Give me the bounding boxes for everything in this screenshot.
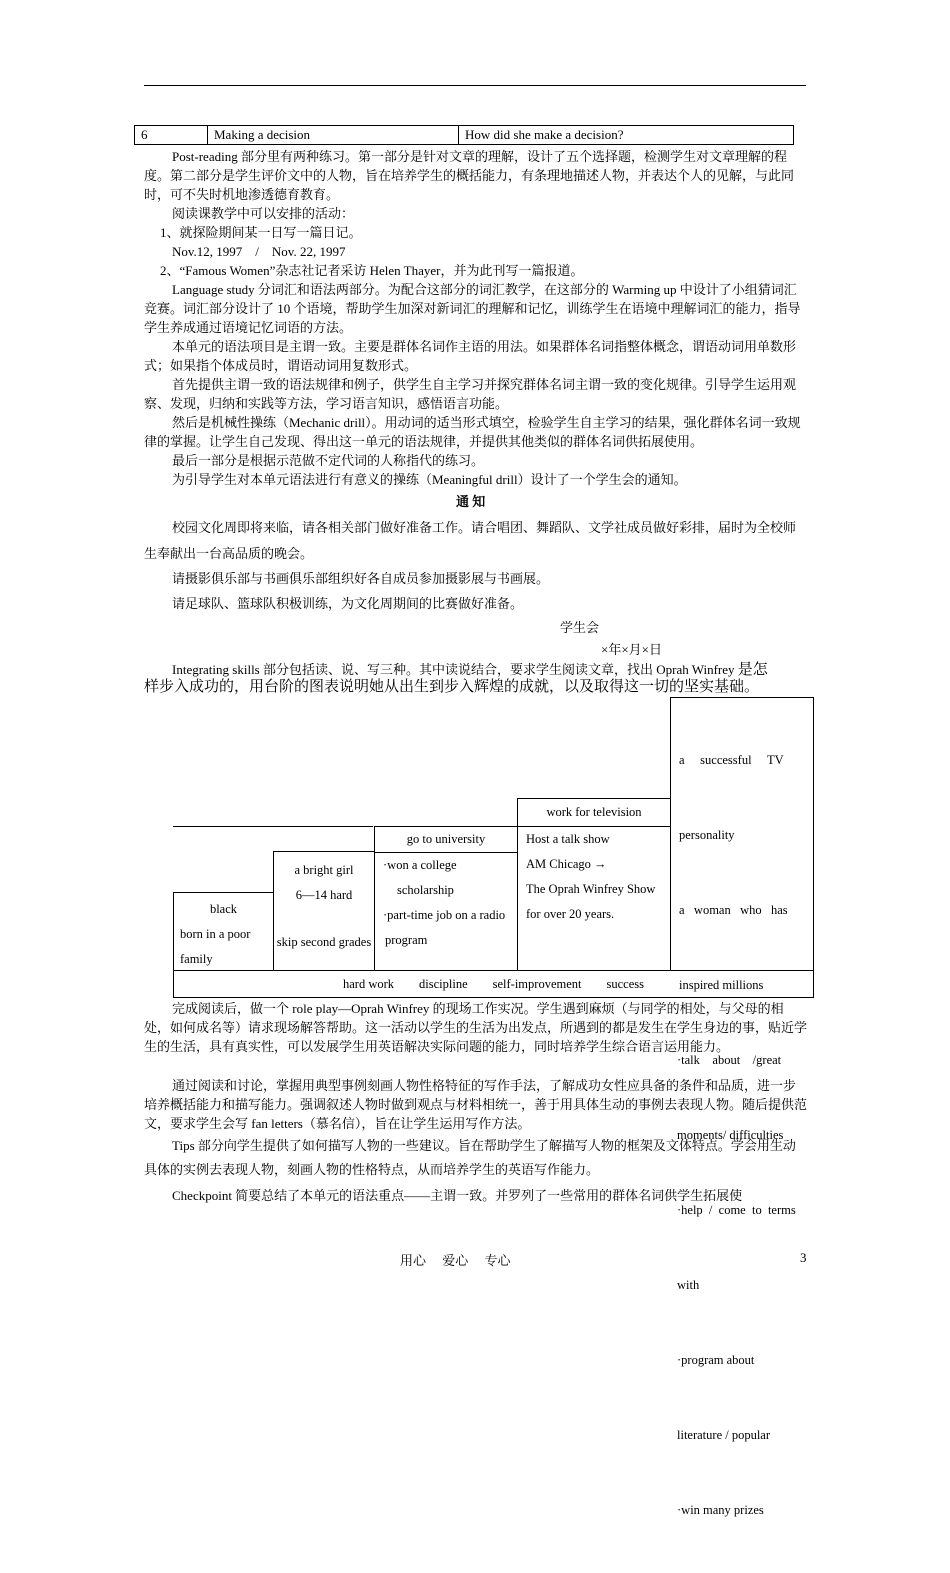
notice-signer: 学生会	[560, 620, 600, 635]
outline-table	[134, 125, 794, 145]
page-footer: 用心 爱心 专心	[400, 1253, 511, 1268]
step-success-line1: a successful TV	[679, 753, 784, 767]
row-number: 6	[135, 126, 208, 145]
step-birth-line1: black	[209, 902, 238, 916]
row-question: How did she make a decision?	[459, 126, 794, 145]
step-success-line8: with	[677, 1278, 700, 1292]
paragraph-activities: 阅读课教学中可以安排的活动：	[172, 206, 355, 221]
step-success-line7: ·help / come to terms	[677, 1203, 796, 1217]
activity-2: 2、“Famous Women”杂志社记者采访 Helen Thayer，并为此刊写一篇报道。	[160, 263, 584, 278]
step-birth-line2: born in a poor	[180, 927, 251, 941]
step-television-line4: The Oprah Winfrey Show	[526, 882, 656, 896]
step-television-line5: for over 20 years.	[526, 907, 615, 921]
step-success	[670, 697, 814, 1517]
step-university-line1: go to university	[406, 832, 486, 846]
paragraph-integrating-skills-2: 样步入成功的，用台阶的图表说明她从出生到步入辉煌的成就，以及取得这一切的坚实基础。	[144, 679, 760, 695]
step-birth	[173, 892, 274, 971]
paragraph-post-reading: Post-reading 部分里有两种练习。第一部分是针对文章的理解，设计了五个选择题，检测学生对文章理解的程度。第二部分是学生评价文中的人物，旨在培养学生的概括能力，有条理地描述人物，并表达个人的见解，与此同时，可不失时机地渗透德育教育。	[144, 149, 795, 202]
step-university	[374, 826, 518, 971]
staircase-base: hard work discipline self-improvement success	[173, 970, 814, 998]
paragraph-checkpoint: Checkpoint 简要总结了本单元的语法重点——主谓一致。并罗列了一些常用的群体名词供学生拓展使	[172, 1188, 743, 1203]
paragraph-role-play: 完成阅读后，做一个 role play—Oprah Winfrey 的现场工作实况。学生遇到麻烦（与同学的相处，与父母的相处，如何成名等）请求现场解答帮助。这一活动以学生的生活为出发点，所遇到的都是发生在学生身边的事，贴近学生的生活，具有真实性，可以发展学生用英语解决实际问题的能力，同时培养学生综合语言运用能力。	[144, 1001, 808, 1054]
step-success-line6: moments/ difficulties	[677, 1128, 784, 1142]
step-childhood-line2: 6—14 hard	[295, 888, 353, 902]
page-number: 3	[800, 1250, 807, 1265]
table-row	[135, 126, 794, 145]
notice-date: ×年×月×日	[601, 642, 662, 657]
paragraph-grammar: 本单元的语法项目是主谓一致。主要是群体名词作主语的用法。如果群体名词指整体概念，谓语动词用单数形式；如果指个体成员时，谓语动词用复数形式。	[144, 339, 797, 373]
integrating-text-cont: 是怎	[737, 662, 768, 678]
step-success-line11: ·win many prizes	[677, 1503, 764, 1517]
activity-1: 1、就探险期间某一日写一篇日记。	[160, 225, 362, 240]
notice-title: 通 知	[456, 494, 486, 509]
paragraph-mechanic-drill: 然后是机械性操练（Mechanic drill）。用动词的适当形式填空，检验学生自主学习的结果，强化群体名词一致规律的掌握。让学生自己发现、得出这一单元的语法规律，并提供其他类似的群体名词供拓展使用。	[144, 415, 801, 449]
notice-paragraph-1: 校园文化周即将来临，请各相关部门做好准备工作。请合唱团、舞蹈队、文学社成员做好彩排，届时为全校师生奉献出一台高品质的晚会。	[144, 520, 797, 561]
step-success-line9: ·program about	[677, 1353, 755, 1367]
step-childhood-line1: a bright girl	[294, 863, 354, 877]
step-television-line2: Host a talk show	[526, 832, 610, 846]
step-television-line1: work for television	[518, 799, 670, 827]
paragraph-tips: Tips 部分向学生提供了如何描写人物的一些建议。旨在帮助学生了解描写人物的框架及文体特点。学会用生动具体的实例去表现人物，刻画人物的性格特点，从而培养学生的英语写作能力。	[144, 1138, 796, 1177]
step-success-line4: inspired millions	[679, 978, 764, 992]
step-television	[517, 798, 671, 971]
step-university-line2: ·won a college	[375, 852, 517, 878]
step-university-line4: ·part-time job on a radio	[383, 908, 506, 922]
step-childhood-line3: skip second grades	[276, 935, 372, 949]
row-title: Making a decision	[208, 126, 459, 145]
step-success-line5: ·talk about /great	[677, 1053, 782, 1067]
staircase-top-line	[173, 826, 373, 827]
step-university-line3: scholarship	[397, 883, 454, 897]
paragraph-pronoun: 最后一部分是根据示范做不定代词的人称指代的练习。	[172, 453, 485, 468]
paragraph-grammar-rules: 首先提供主谓一致的语法规律和例子，供学生自主学习并探究群体名词主谓一致的变化规律。引导学生运用观察、发现，归纳和实践等方法，学习语言知识，感悟语言功能。	[144, 377, 797, 411]
step-birth-line3: family	[180, 952, 213, 966]
diary-dates: Nov.12, 1997 / Nov. 22, 1997	[172, 244, 346, 259]
step-success-line2: personality	[679, 828, 735, 842]
notice-paragraph-2: 请摄影俱乐部与书画俱乐部组织好各自成员参加摄影展与书画展。	[172, 571, 550, 586]
paragraph-language-study: Language study 分词汇和语法两部分。为配合这部分的词汇教学，在这部分的 Warming up 中设计了小组猜词汇竞赛。词汇部分设计了 10 个语境，帮助学生加深对新词汇的理解和记忆，训练学生在语境中理解词汇的能力，指导学生养成通过语境记忆词语的方法。	[144, 282, 801, 335]
paragraph-writing: 通过阅读和讨论，掌握用典型事例刻画人物性格特征的写作手法，了解成功女性应具备的条件和品质，进一步培养概括能力和描写能力。强调叙述人物时做到观点与材料相统一，善于用具体生动的事例去表现人物。随后提供范文，要求学生会写 fan letters（慕名信），旨在让学生运用写作方法。	[144, 1078, 808, 1131]
paragraph-integrating-skills	[172, 660, 768, 680]
step-success-line10: literature / popular	[677, 1428, 771, 1442]
header-rule	[144, 85, 806, 86]
notice-paragraph-3: 请足球队、篮球队积极训练，为文化周期间的比赛做好准备。	[172, 596, 524, 611]
integrating-text: Integrating skills 部分包括读、说、写三种。其中读说结合，要求学生阅读文章，找出 Oprah Winfrey	[172, 662, 735, 677]
paragraph-meaningful-drill: 为引导学生对本单元语法进行有意义的操练（Meaningful drill）设计了一个学生会的通知。	[172, 472, 687, 487]
step-childhood	[273, 851, 375, 971]
step-university-line5: program	[385, 933, 428, 947]
step-success-line3: a woman who has	[679, 903, 788, 917]
step-television-line3: AM Chicago →	[526, 857, 607, 871]
